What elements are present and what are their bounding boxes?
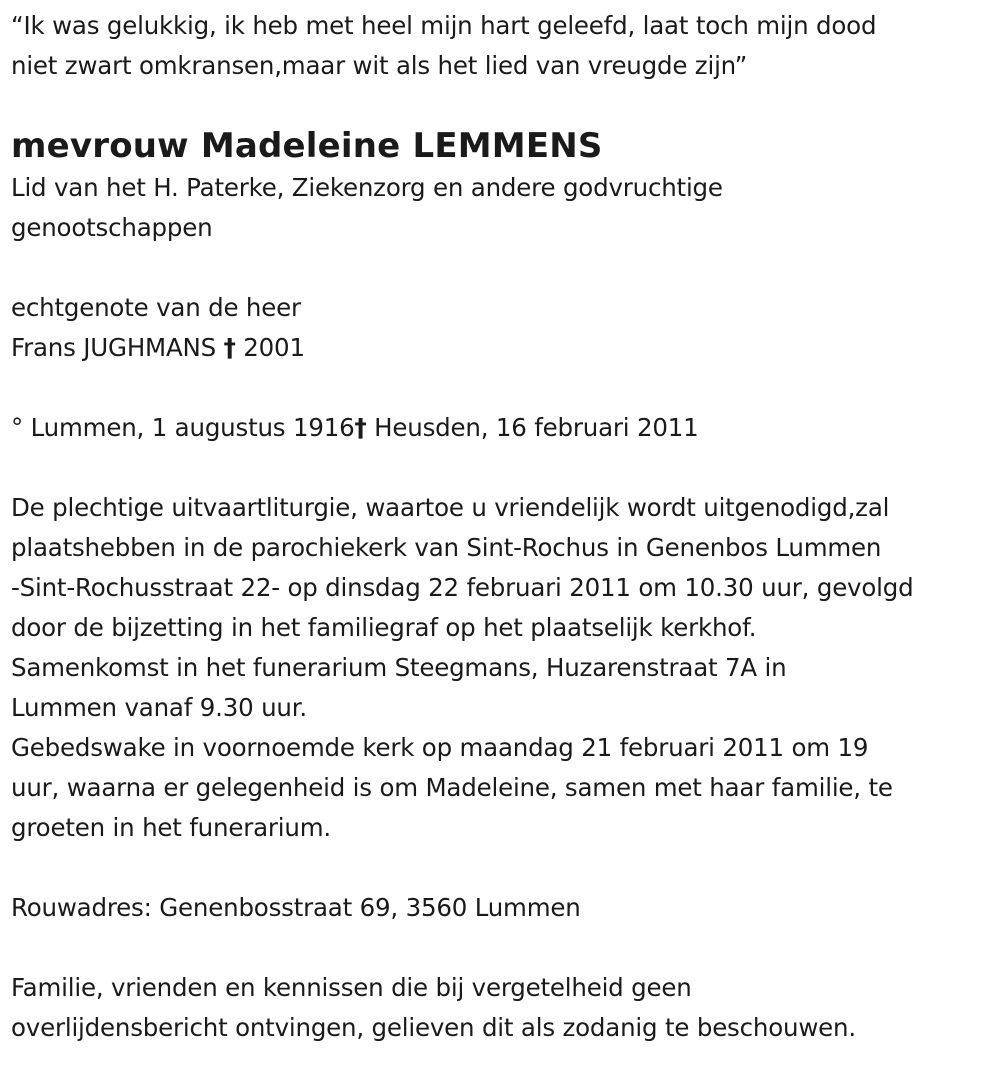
life-dates	[11, 408, 993, 448]
funeral-line: Gebedswake in voornoemde kerk op maandag 21 februari 2011 om 19	[11, 733, 869, 762]
cross-icon: †	[354, 413, 367, 442]
funeral-line: plaatshebben in de parochiekerk van Sint-Rochus in Genenbos Lummen	[11, 533, 882, 562]
funeral-line: Lummen vanaf 9.30 uur.	[11, 693, 307, 722]
quote-line: “Ik was gelukkig, ik heb met heel mijn hart geleefd, laat toch mijn dood	[11, 11, 877, 40]
birth-symbol: °	[11, 413, 24, 442]
death-info: Heusden, 16 februari 2011	[374, 413, 699, 442]
membership-line: genootschappen	[11, 213, 213, 242]
cross-icon: †	[223, 333, 236, 362]
funeral-line: -Sint-Rochusstraat 22- op dinsdag 22 februari 2011 om 10.30 uur, gevolgd	[11, 573, 914, 602]
funeral-line: groeten in het funerarium.	[11, 813, 331, 842]
quote-line: niet zwart omkransen,maar wit als het lied van vreugde zijn”	[11, 51, 748, 80]
funeral-line: door de bijzetting in het familiegraf op het plaatselijk kerkhof.	[11, 613, 757, 642]
spouse-label: echtgenote van de heer	[11, 293, 301, 322]
mourning-address: Rouwadres: Genenbosstraat 69, 3560 Lummen	[11, 893, 581, 922]
family-notice	[11, 968, 993, 1048]
funeral-line: uur, waarna er gelegenheid is om Madeleine, samen met haar familie, te	[11, 773, 893, 802]
spouse-block	[11, 288, 993, 368]
spouse-death-year: 2001	[243, 333, 305, 362]
birth-info: Lummen, 1 augustus 1916	[30, 413, 355, 442]
spouse-name: Frans JUGHMANS	[11, 333, 217, 362]
membership-line: Lid van het H. Paterke, Ziekenzorg en andere godvruchtige	[11, 173, 723, 202]
quote-block	[11, 6, 993, 86]
funeral-line: Samenkomst in het funerarium Steegmans, Huzarenstraat 7A in	[11, 653, 787, 682]
membership-block	[11, 168, 993, 248]
notice-line: Familie, vrienden en kennissen die bij vergetelheid geen	[11, 973, 692, 1002]
notice-line: overlijdensbericht ontvingen, gelieven dit als zodanig te beschouwen.	[11, 1013, 856, 1042]
deceased-name: mevrouw Madeleine LEMMENS	[11, 126, 603, 166]
spouse-line	[11, 328, 993, 368]
obituary-notice	[11, 6, 993, 1048]
funeral-details	[11, 488, 993, 848]
funeral-line: De plechtige uitvaartliturgie, waartoe u vriendelijk wordt uitgenodigd,zal	[11, 493, 890, 522]
